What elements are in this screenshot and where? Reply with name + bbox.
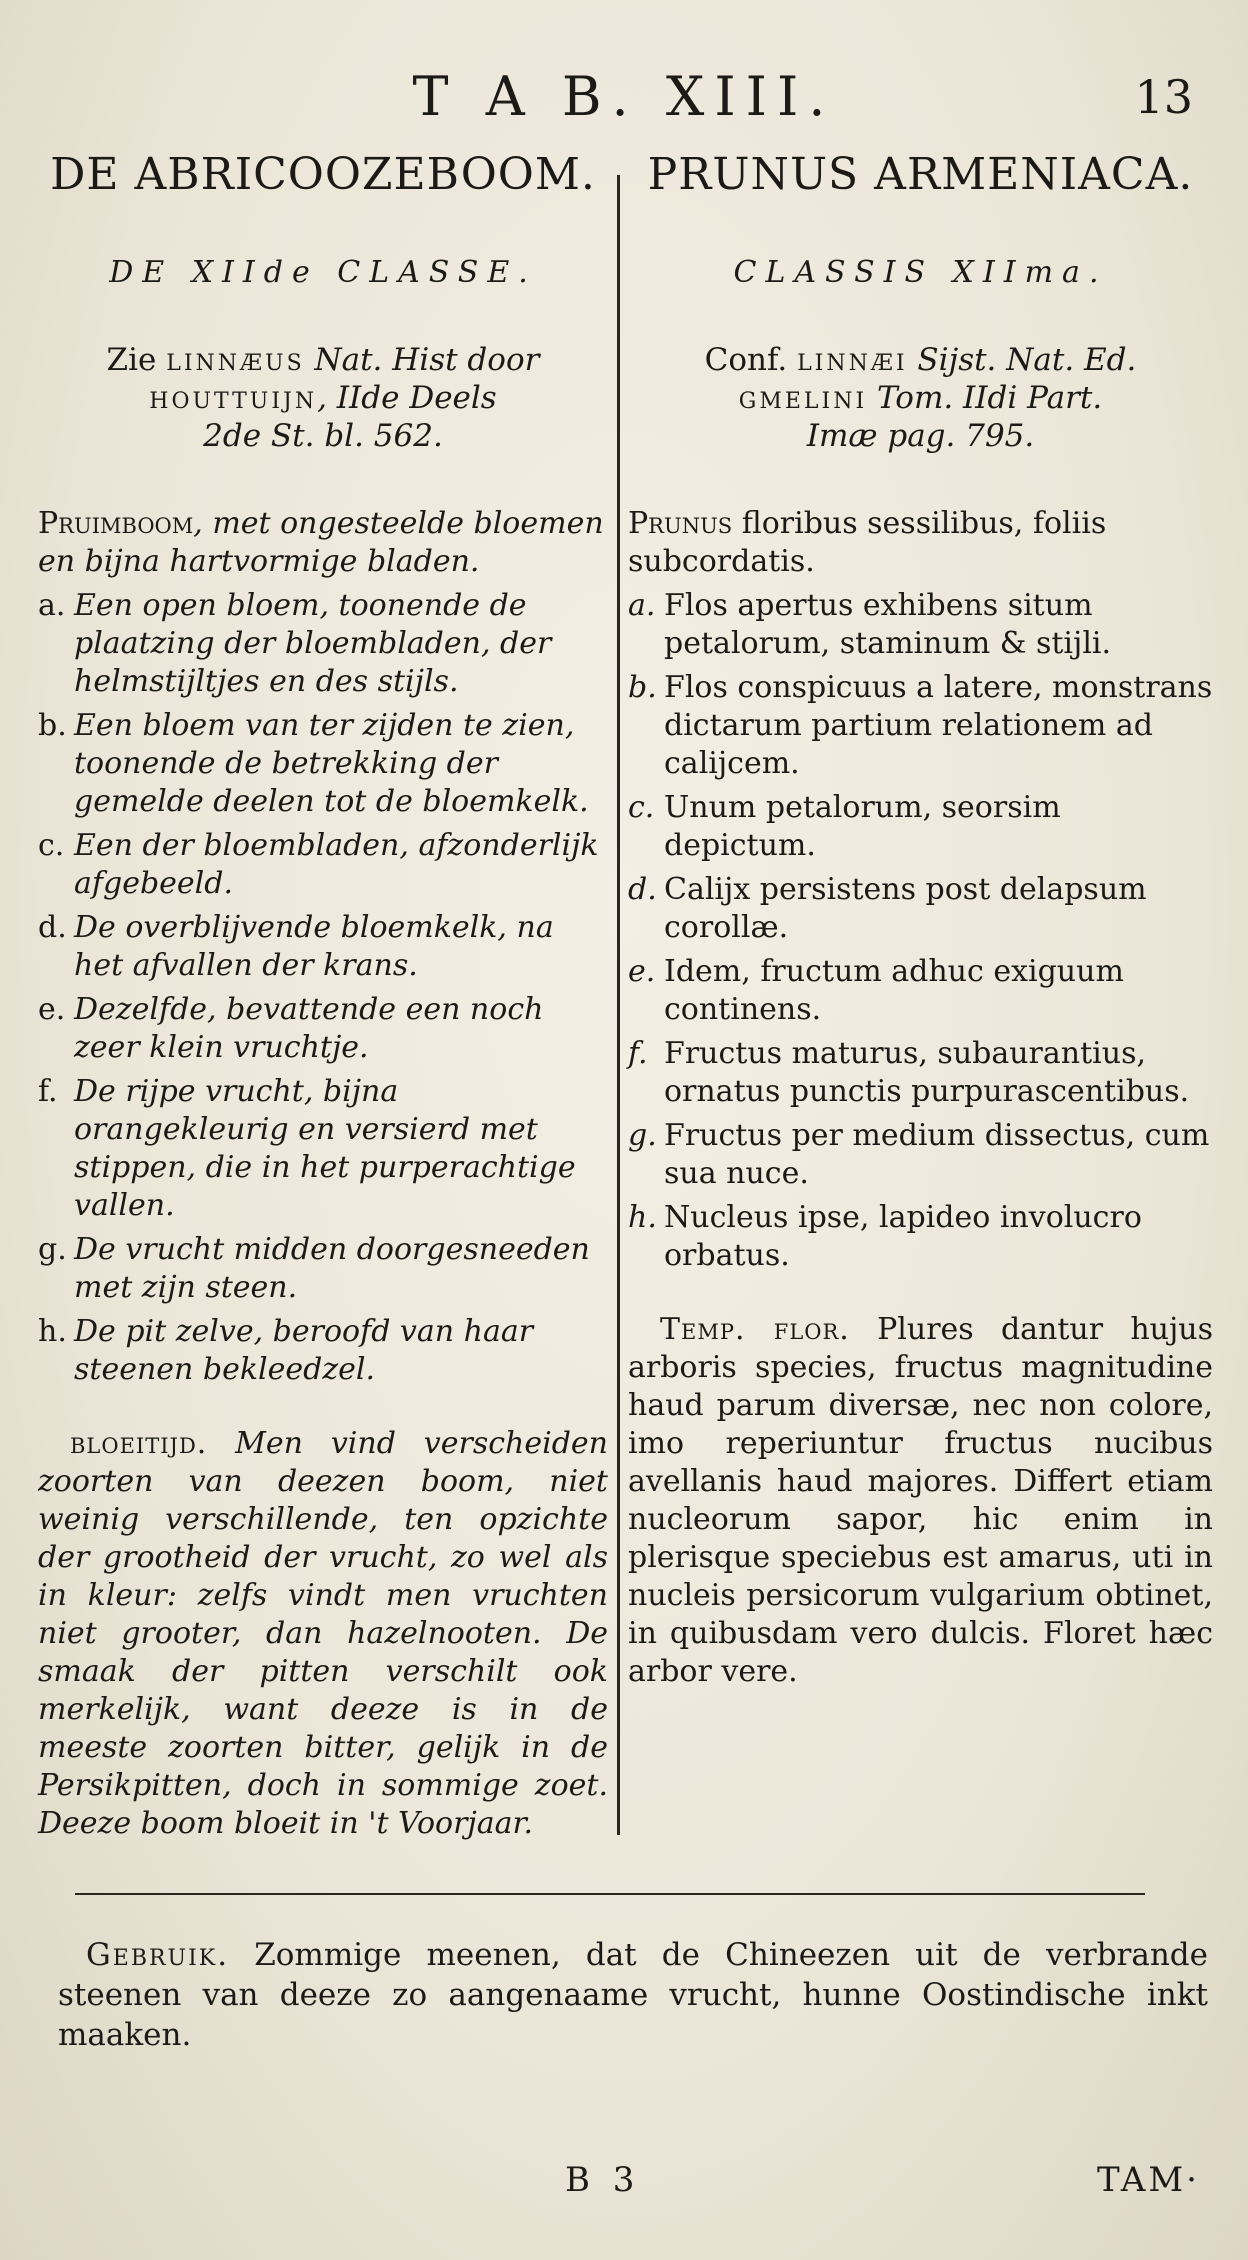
list-item [38,587,608,701]
latin-reference [628,341,1213,455]
ref-editor: gmelini [738,380,868,416]
list-item [38,1231,608,1307]
item-text: Een der bloembladen, afzonderlijk afgebeeld. [74,828,599,901]
item-letter: f. [628,1036,648,1071]
ref-work: Nat. Hist door [304,342,540,378]
ref-volume: Tom. IIdi Part. [867,380,1103,416]
dutch-column [38,145,608,1843]
column-divider [617,175,620,1835]
item-text: De vrucht midden doorgesneeden met zijn steen. [74,1232,590,1305]
item-text: Idem, fructum adhuc exiguum continens. [664,954,1124,1027]
list-item [38,1313,608,1389]
item-text: De overblijvende bloemkelk, na het afvallen der krans. [74,910,554,983]
list-item [38,1073,608,1225]
dutch-reference [38,341,608,455]
flowering-lead: bloeitijd. [70,1426,208,1461]
list-item [38,707,608,821]
item-letter: f. [38,1074,58,1109]
item-text: Fructus maturus, subaurantius, ornatus punctis purpurascentibus. [664,1036,1190,1109]
dutch-flowering-paragraph [38,1425,608,1843]
plate-title: T A B. XIII. [412,65,836,128]
item-text: Dezelfde, bevattende een noch zeer klein vruchtje. [74,992,544,1065]
flowering-lead: Temp. flor. [660,1312,850,1347]
description-text: , met ongesteelde bloemen en bijna hartvormige bladen. [38,506,604,579]
item-letter: g. [38,1232,67,1267]
list-item [628,669,1213,783]
usage-text: Zommige meenen, dat de Chineezen uit de verbrande steenen van deeze zo aangenaame vrucht, hunne Oostindische inkt maaken. [58,1937,1208,2053]
list-item [628,953,1213,1029]
dutch-figure-list [38,587,608,1389]
latin-flowering-paragraph [628,1311,1213,1691]
latin-class-heading: CLASSIS XIIma. [733,255,1108,290]
latin-title: PRUNUS ARMENIACA. [647,149,1194,200]
flowering-text: Plures dantur hujus arboris species, fructus magnitudine haud parum diversæ, nec non colore, imo reperiuntur fructus nucibus avellanis haud majores. Differt etiam nucleorum sapor, hic enim in plerisque speciebus est amarus, uti in nucleis persicorum vulgarium obtinet, in quibusdam vero dulcis. Floret hæc arbor vere. [628,1312,1213,1689]
ref-translator: houttuijn [149,380,318,416]
signature-mark: B 3 [565,2160,641,2200]
description-lead: Prunus [628,506,733,541]
latin-description [628,505,1213,581]
ref-text: Conf. [704,342,798,378]
ref-author: linnæus [166,342,305,378]
list-item [38,909,608,985]
usage-lead: Gebruik. [86,1937,230,1973]
item-text: Fructus per medium dissectus, cum sua nuce. [664,1118,1210,1191]
list-item [628,871,1213,947]
ref-text: Zie [106,342,167,378]
item-letter: b. [38,708,67,743]
page-header [0,62,1248,132]
item-text: Flos apertus exhibens situm petalorum, staminum & stijli. [664,588,1112,661]
item-text: Nucleus ipse, lapideo involucro orbatus. [664,1200,1142,1273]
item-letter: e. [38,992,66,1027]
page-number: 13 [1134,70,1193,124]
flowering-text: Men vind verscheiden zoorten van deezen boom, niet weinig verschillende, ten opzichte der grootheid der vrucht, zo wel als in kleur: zelfs vindt men vruchten niet grooter, dan hazelnooten. De smaak der pitten verschilt ook merkelijk, want deeze is in de meeste zoorten bitter, gelijk in de Persikpitten, doch in sommige zoet. Deeze boom bloeit in 't Voorjaar. [38,1426,608,1841]
dutch-description [38,505,608,581]
item-letter: h. [628,1200,657,1235]
item-text: De rijpe vrucht, bijna orangekleurig en versierd met stippen, die in het purperachtige vallen. [74,1074,576,1223]
ref-page: Imæ pag. 795. [806,418,1035,454]
description-lead: Pruimboom [38,506,194,541]
dutch-class-heading: DE XIIde CLASSE. [109,255,537,290]
item-letter: e. [628,954,656,989]
item-letter: b. [628,670,657,705]
item-text: Calijx persistens post delapsum corollæ. [664,872,1147,945]
item-text: Een bloem van ter zijden te zien, toonende de betrekking der gemelde deelen tot de bloemkelk. [74,708,589,819]
list-item [38,991,608,1067]
item-letter: d. [628,872,657,907]
item-letter: c. [628,790,655,825]
item-text: Unum petalorum, seorsim depictum. [664,790,1061,863]
item-text: De pit zelve, beroofd van haar steenen bekleedzel. [74,1314,534,1387]
item-letter: a. [628,588,656,623]
ref-page: 2de St. bl. 562. [203,418,443,454]
list-item [38,827,608,903]
description-text: floribus sessilibus, foliis subcordatis. [628,506,1107,579]
item-letter: c. [38,828,65,863]
latin-figure-list [628,587,1213,1275]
list-item [628,587,1213,663]
ref-author: linnæi [797,342,908,378]
list-item [628,1117,1213,1193]
horizontal-rule [75,1893,1145,1895]
item-letter: h. [38,1314,67,1349]
latin-column [628,145,1213,1691]
list-item [628,1035,1213,1111]
item-letter: d. [38,910,67,945]
item-text: Flos conspicuus a latere, monstrans dictarum partium relationem ad calijcem. [664,670,1213,781]
usage-paragraph [58,1935,1208,2055]
item-letter: a. [38,588,66,623]
list-item [628,1199,1213,1275]
item-text: Een open bloem, toonende de plaatzing der bloembladen, der helmstijltjes en des stijls. [74,588,552,699]
catchword: TAM· [1097,2160,1200,2200]
ref-volume: , IIde Deels [317,380,497,416]
ref-work: Sijst. Nat. Ed. [907,342,1137,378]
dutch-title: DE ABRICOOZEBOOM. [50,149,596,200]
item-letter: g. [628,1118,657,1153]
list-item [628,789,1213,865]
